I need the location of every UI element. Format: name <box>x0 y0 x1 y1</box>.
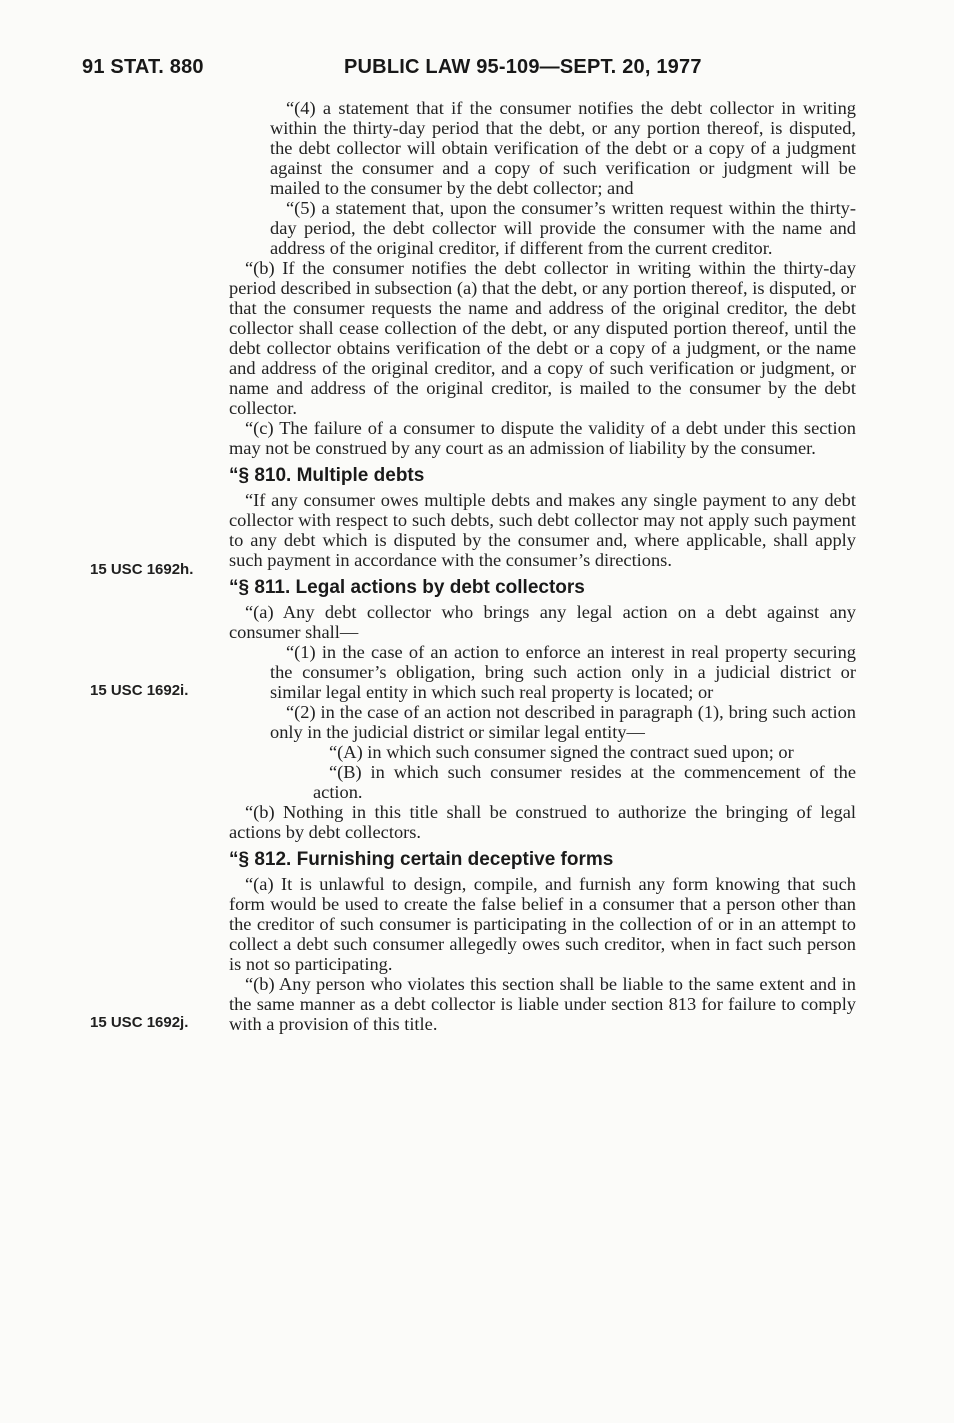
section-810-heading: “§ 810. Multiple debts <box>229 465 425 486</box>
statute-body <box>229 98 856 1034</box>
section-811-subsection-a: “(a) Any debt collector who brings any legal action on a debt against any consumer shall— <box>229 602 856 642</box>
section-811-paragraph-1: “(1) in the case of an action to enforce an interest in real property securing the consumer’s obligation, bring such action only in a judicial district or similar legal entity in which such real property is located; or <box>270 642 856 702</box>
page-running-title: PUBLIC LAW 95-109—SEPT. 20, 1977 <box>344 56 702 78</box>
subsection-c: “(c) The failure of a consumer to dispute the validity of a debt under this section may not be construed by any court as an admission of liability by the consumer. <box>229 418 856 458</box>
section-810-text: “If any consumer owes multiple debts and makes any single payment to any debt collector with respect to such debts, such debt collector may not apply such payment to any debt which is disputed by the consumer and, where applicable, shall apply such payment in accordance with the consumer’s directions. <box>229 490 856 570</box>
section-811-heading: “§ 811. Legal actions by debt collectors <box>229 577 585 598</box>
margin-note-810: 15 USC 1692h. <box>90 561 194 578</box>
section-811-clause-a: “(A) in which such consumer signed the contract sued upon; or <box>329 742 794 762</box>
paragraph-a4: “(4) a statement that if the consumer notifies the debt collector in writing within the thirty-day period that the debt, or any portion thereof, is disputed, the debt collector will obtain verification of the debt or a copy of a judgment against the consumer and a copy of such verification or judgment will be mailed to the consumer by the debt collector; and <box>270 98 856 198</box>
section-811-paragraph-2: “(2) in the case of an action not described in paragraph (1), bring such action only in the judicial district or similar legal entity— <box>270 702 856 742</box>
section-812-subsection-b: “(b) Any person who violates this section shall be liable to the same extent and in the same manner as a debt collector is liable under section 813 for failure to comply with a provision of this title. <box>229 974 856 1034</box>
section-812-heading: “§ 812. Furnishing certain deceptive forms <box>229 849 614 870</box>
subsection-b: “(b) If the consumer notifies the debt collector in writing within the thirty-day period described in subsection (a) that the debt, or any portion thereof, is disputed, or that the consumer requests the name and address of the original creditor, the debt collector shall cease collection of the debt, or any disputed portion thereof, until the debt collector obtains verification of the debt or a copy of a judgment, or the name and address of the original creditor, and a copy of such verification or judgment, or name and address of the original creditor, is mailed to the consumer by the debt collector. <box>229 258 856 418</box>
margin-note-811: 15 USC 1692i. <box>90 682 189 699</box>
margin-note-812: 15 USC 1692j. <box>90 1014 189 1031</box>
page-stat-number: 91 STAT. 880 <box>82 56 204 78</box>
section-811-subsection-b: “(b) Nothing in this title shall be construed to authorize the bringing of legal actions by debt collectors. <box>229 802 856 842</box>
section-811-clause-b: “(B) in which such consumer resides at the commencement of the action. <box>313 762 856 802</box>
section-812-subsection-a: “(a) It is unlawful to design, compile, and furnish any form knowing that such form would be used to create the false belief in a consumer that a person other than the creditor of such consumer is participating in the collection of or in an attempt to collect a debt such consumer allegedly owes such creditor, when in fact such person is not so participating. <box>229 874 856 974</box>
paragraph-a5: “(5) a statement that, upon the consumer’s written request within the thirty-day period, the debt collector will provide the consumer with the name and address of the original creditor, if different from the current creditor. <box>270 198 856 258</box>
